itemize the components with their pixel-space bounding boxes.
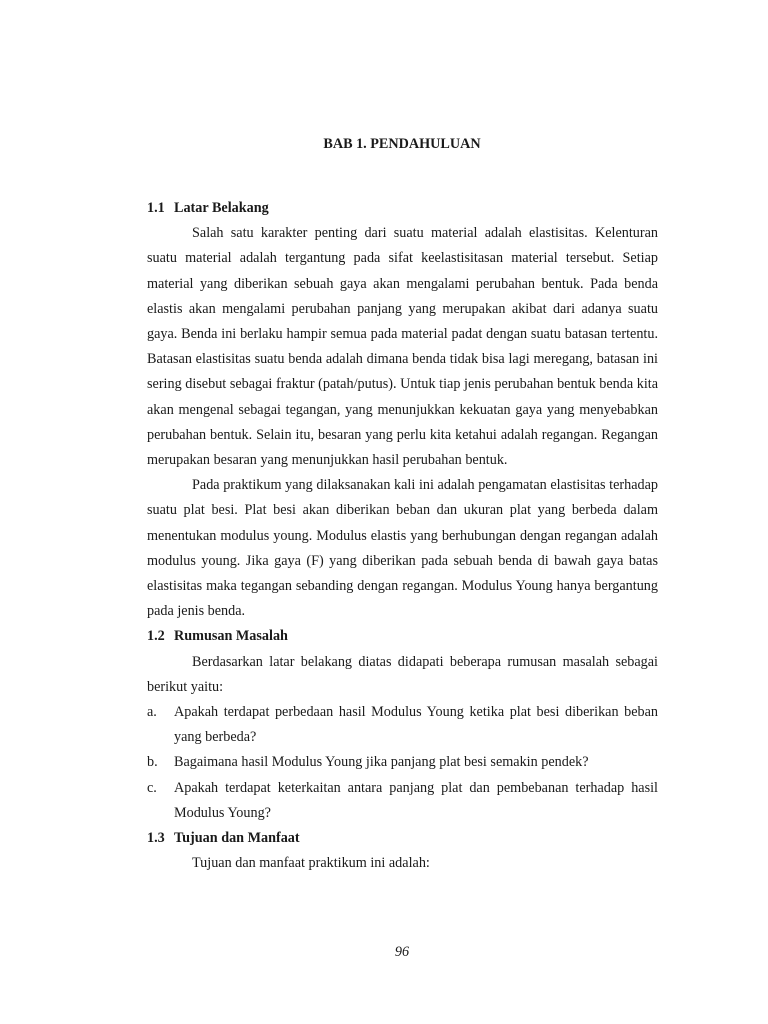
section-heading-rumusan-masalah xyxy=(147,624,658,649)
list-marker: a. xyxy=(147,704,157,721)
list-item-text: Apakah terdapat keterkaitan antara panjang plat dan pembebanan terhadap hasil Modulus Young? xyxy=(174,779,658,821)
list-item xyxy=(147,750,658,775)
problem-list xyxy=(147,700,658,826)
chapter-title: BAB 1. PENDAHULUAN xyxy=(323,136,481,152)
list-marker: c. xyxy=(147,779,157,796)
body-text xyxy=(147,196,658,876)
section-title: Tujuan dan Manfaat xyxy=(174,830,300,847)
list-item xyxy=(147,776,658,826)
paragraph-rumusan-masalah: Berdasarkan latar belakang diatas didapati beberapa rumusan masalah sebagai berikut yaitu: xyxy=(147,653,658,695)
list-marker: b. xyxy=(147,754,158,771)
paragraph-latar-belakang-1: Salah satu karakter penting dari suatu material adalah elastisitas. Kelenturan suatu material adalah tergantung pada sifat keelastisitasan material tersebut. Setiap material yang diberikan sebuah gaya akan mengalami perubahan bentuk. Pada benda elastis akan mengalami perubahan panjang yang merupakan akibat dari adanya suatu gaya. Benda ini berlaku hampir semua pada material padat dengan suatu batasan tertentu. Batasan elastisitas suatu benda adalah dimana benda tidak bisa lagi meregang, batasan ini sering disebut sebagai fraktur (patah/putus). Untuk tiap jenis perubahan bentuk benda kita akan mengenal sebagai tegangan, yang menunjukkan kekuatan gaya yang menyebabkan perubahan bentuk. Selain itu, besaran yang perlu kita ketahui adalah regangan. Regangan merupakan besaran yang menunjukkan hasil perubahan bentuk. xyxy=(147,225,658,469)
list-item-text: Apakah terdapat perbedaan hasil Modulus Young ketika plat besi diberikan beban yang berbeda? xyxy=(174,704,658,746)
section-heading-latar-belakang xyxy=(147,196,658,221)
section-number: 1.3 xyxy=(147,830,165,847)
list-item xyxy=(147,700,658,750)
section-number: 1.2 xyxy=(147,628,165,645)
paragraph-tujuan-manfaat: Tujuan dan manfaat praktikum ini adalah: xyxy=(192,855,430,872)
paragraph-latar-belakang-2: Pada praktikum yang dilaksanakan kali ini adalah pengamatan elastisitas terhadap suatu plat besi. Plat besi akan diberikan beban dan ukuran plat yang berbeda dalam menentukan modulus young. Modulus elastis yang berhubungan dengan regangan adalah modulus young. Jika gaya (F) yang diberikan pada sebuah benda di bawah gaya batas elastisitas maka tegangan sebanding dengan regangan. Modulus Young hanya bergantung pada jenis benda. xyxy=(147,477,658,620)
section-title: Latar Belakang xyxy=(174,200,269,216)
list-item-text: Bagaimana hasil Modulus Young jika panjang plat besi semakin pendek? xyxy=(174,754,589,771)
section-number: 1.1 xyxy=(147,200,165,216)
page-number: 96 xyxy=(394,944,410,960)
section-title: Rumusan Masalah xyxy=(174,628,288,645)
section-heading-tujuan-manfaat xyxy=(147,826,658,851)
